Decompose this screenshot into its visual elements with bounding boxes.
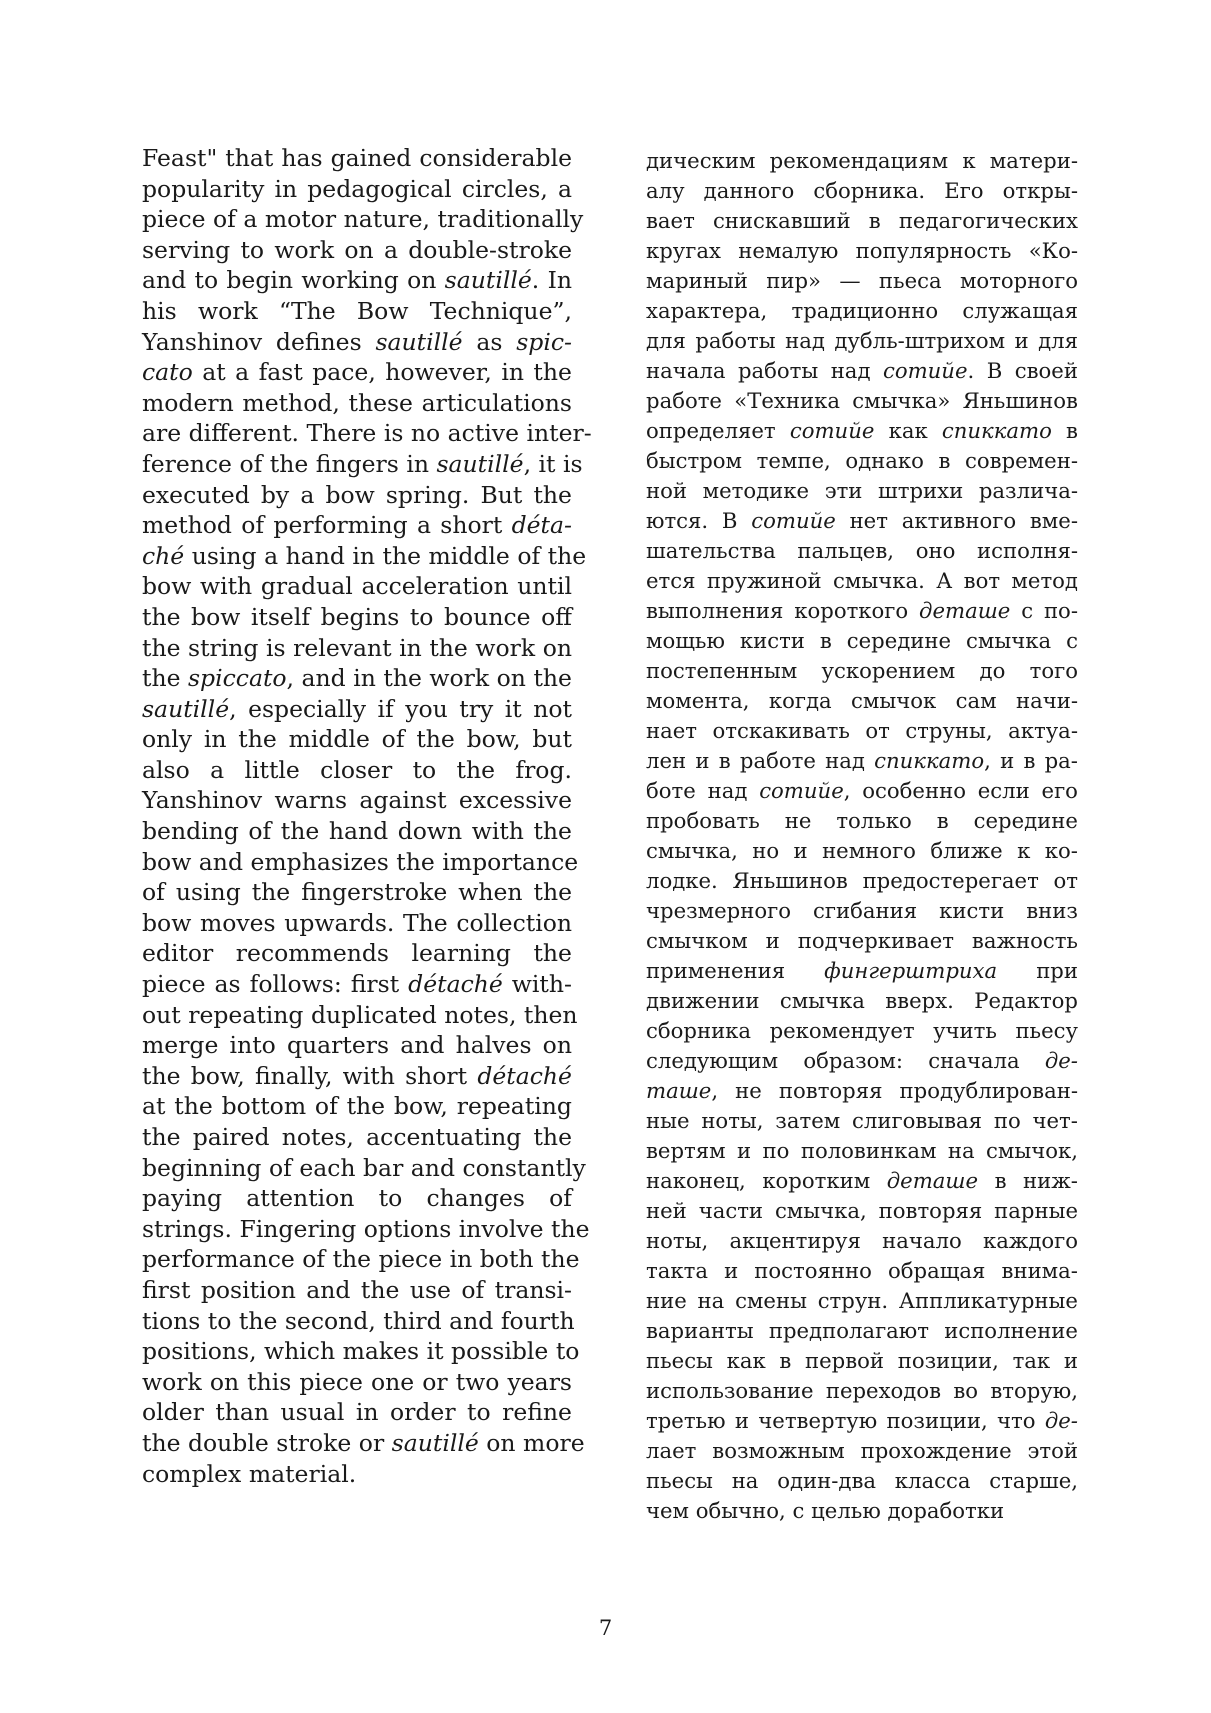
page-number: 7	[598, 1616, 613, 1640]
english-text-line: bow and emphasizes the importance	[142, 847, 579, 876]
english-text-line: piece of a motor nature, traditionally	[142, 205, 584, 234]
english-text-line: only in the middle of the bow, but	[142, 725, 572, 754]
english-text-line: piece as follows: first détaché with-	[142, 970, 572, 999]
russian-text-line: чрезмерного сгибания кисти вниз	[646, 898, 1078, 923]
russian-text-line: третью и четвертую позиции, что де-	[646, 1408, 1078, 1433]
english-text-column	[142, 143, 592, 1489]
english-text-line: modern method, these articulations	[142, 388, 572, 417]
russian-text-line: момента, когда смычок сам начи-	[646, 688, 1078, 713]
russian-text-line: использование переходов во вторую,	[646, 1378, 1078, 1403]
english-text-line: the spiccato, and in the work on the	[142, 664, 572, 693]
english-text-line: ché using a hand in the middle of the	[142, 541, 587, 570]
russian-text-line: быстром темпе, однако в современ-	[646, 448, 1078, 473]
russian-text-line: пьесы как в первой позиции, так и	[646, 1348, 1078, 1373]
english-text-line: Yanshinov defines sautillé as spic-	[142, 327, 572, 356]
english-text-line: method of performing a short déta-	[142, 511, 572, 540]
russian-text-line: чем обычно, с целью доработки	[646, 1498, 1005, 1523]
russian-text-line: для работы над дубль-штрихом и для	[646, 328, 1078, 353]
russian-text-line: смычка, но и немного ближе к ко-	[646, 838, 1078, 863]
english-text-line: bow with gradual acceleration until	[142, 572, 572, 601]
english-text-line: the double stroke or sautillé on more	[142, 1428, 585, 1457]
russian-text-line: ноты, акцентируя начало каждого	[646, 1228, 1078, 1253]
russian-text-line: ней части смычка, повторяя парные	[646, 1198, 1078, 1223]
russian-text-line: работе «Техника смычка» Яньшинов	[646, 388, 1078, 413]
russian-text-line: вертям и по половинкам на смычок,	[646, 1138, 1078, 1163]
russian-text-line: характера, традиционно служащая	[646, 298, 1078, 323]
english-text-line: older than usual in order to refine	[142, 1398, 572, 1427]
russian-text-line: пьесы на один-два класса старше,	[646, 1468, 1078, 1493]
russian-text-line: движении смычка вверх. Редактор	[646, 988, 1078, 1013]
english-text-line: also a little closer to the frog.	[142, 755, 572, 784]
russian-text-line: дическим рекомендациям к матери-	[646, 148, 1078, 173]
english-text-line: out repeating duplicated notes, then	[142, 1000, 578, 1029]
russian-text-line: применения фингерштриха при	[646, 958, 1078, 983]
english-text-line: bow moves upwards. The collection	[142, 908, 572, 937]
russian-text-line: наконец, коротким деташе в ниж-	[646, 1168, 1078, 1193]
english-text-line: first position and the use of transi-	[142, 1275, 572, 1304]
russian-text-line: постепенным ускорением до того	[646, 658, 1078, 683]
english-text-line: paying attention to changes of	[142, 1184, 572, 1213]
english-text-line: are different. There is no active inter-	[142, 419, 592, 448]
english-text-line: complex material.	[142, 1459, 357, 1488]
english-text-line: strings. Fingering options involve the	[142, 1214, 590, 1243]
russian-text-line: мариный пир» — пьеса моторного	[646, 268, 1078, 293]
english-text-line: the bow, finally, with short détaché	[142, 1061, 572, 1090]
russian-text-line: вает снискавший в педагогических	[646, 208, 1078, 233]
russian-text-line: смычком и подчеркивает важность	[646, 928, 1078, 953]
english-text-line: beginning of each bar and constantly	[142, 1153, 586, 1182]
english-text-line: the paired notes, accentuating the	[142, 1123, 572, 1151]
russian-text-column	[646, 146, 1078, 1526]
english-text-line: sautillé, especially if you try it not	[142, 694, 572, 723]
russian-text-line: определяет сотийе как спиккато в	[646, 418, 1078, 443]
russian-text-line: лен и в работе над спиккато, и в ра-	[646, 748, 1078, 773]
russian-text-line: следующим образом: сначала де-	[646, 1048, 1078, 1073]
russian-text-line: мощью кисти в середине смычка с	[646, 628, 1078, 653]
english-text-line: his work “The Bow Technique”,	[142, 296, 572, 325]
english-text-line: serving to work on a double-stroke	[142, 235, 572, 264]
russian-text-line: таше, не повторяя продублирован-	[646, 1078, 1078, 1103]
english-text-line: merge into quarters and halves on	[142, 1031, 572, 1060]
russian-text-line: нает отскакивать от струны, актуа-	[646, 718, 1078, 743]
english-text-line: Yanshinov warns against excessive	[142, 786, 572, 815]
english-text-line: ference of the fingers in sautillé, it is	[142, 449, 583, 478]
russian-text-line: боте над сотийе, особенно если его	[646, 778, 1078, 803]
english-text-line: bending of the hand down with the	[142, 817, 572, 846]
russian-text-line: ется пружиной смычка. А вот метод	[646, 568, 1078, 593]
russian-text-line: ные ноты, затем слиговывая по чет-	[646, 1108, 1078, 1133]
russian-text-line: алу данного сборника. Его откры-	[646, 178, 1078, 203]
russian-text-line: кругах немалую популярность «Ко-	[646, 238, 1078, 263]
english-text-line: at the bottom of the bow, repeating	[142, 1092, 572, 1121]
english-text-line: Feast" that has gained considerable	[142, 144, 572, 172]
russian-text-line: шательства пальцев, оно исполня-	[646, 538, 1078, 563]
english-text-line: and to begin working on sautillé. In	[142, 266, 572, 295]
english-text-line: performance of the piece in both the	[142, 1245, 580, 1274]
russian-text-line: начала работы над сотийе. В своей	[646, 358, 1078, 383]
russian-text-line: лодке. Яньшинов предостерегает от	[646, 868, 1078, 893]
russian-text-line: лает возможным прохождение этой	[646, 1438, 1078, 1463]
english-text-line: of using the fingerstroke when the	[142, 878, 572, 907]
russian-text-line: сборника рекомендует учить пьесу	[646, 1018, 1078, 1043]
english-text-line: positions, which makes it possible to	[142, 1337, 580, 1366]
english-text-line: popularity in pedagogical circles, a	[142, 174, 572, 203]
english-text-line: the bow itself begins to bounce off	[142, 602, 572, 631]
english-text-line: tions to the second, third and fourth	[142, 1306, 575, 1335]
russian-text-line: выполнения короткого деташе с по-	[646, 598, 1078, 623]
russian-text-line: ются. В сотийе нет активного вме-	[646, 508, 1078, 533]
russian-text-line: ние на смены струн. Аппликатурные	[646, 1288, 1078, 1313]
russian-text-line: пробовать не только в середине	[646, 808, 1078, 833]
english-text-line: cato at a fast pace, however, in the	[142, 358, 572, 387]
english-text-line: work on this piece one or two years	[142, 1367, 572, 1396]
english-text-line: the string is relevant in the work on	[142, 633, 572, 662]
english-text-line: executed by a bow spring. But the	[142, 480, 572, 509]
russian-text-line: варианты предполагают исполнение	[646, 1318, 1078, 1343]
russian-text-line: ной методике эти штрихи различа-	[646, 478, 1078, 503]
english-text-line: editor recommends learning the	[142, 939, 572, 968]
russian-text-line: такта и постоянно обращая внима-	[646, 1258, 1078, 1283]
